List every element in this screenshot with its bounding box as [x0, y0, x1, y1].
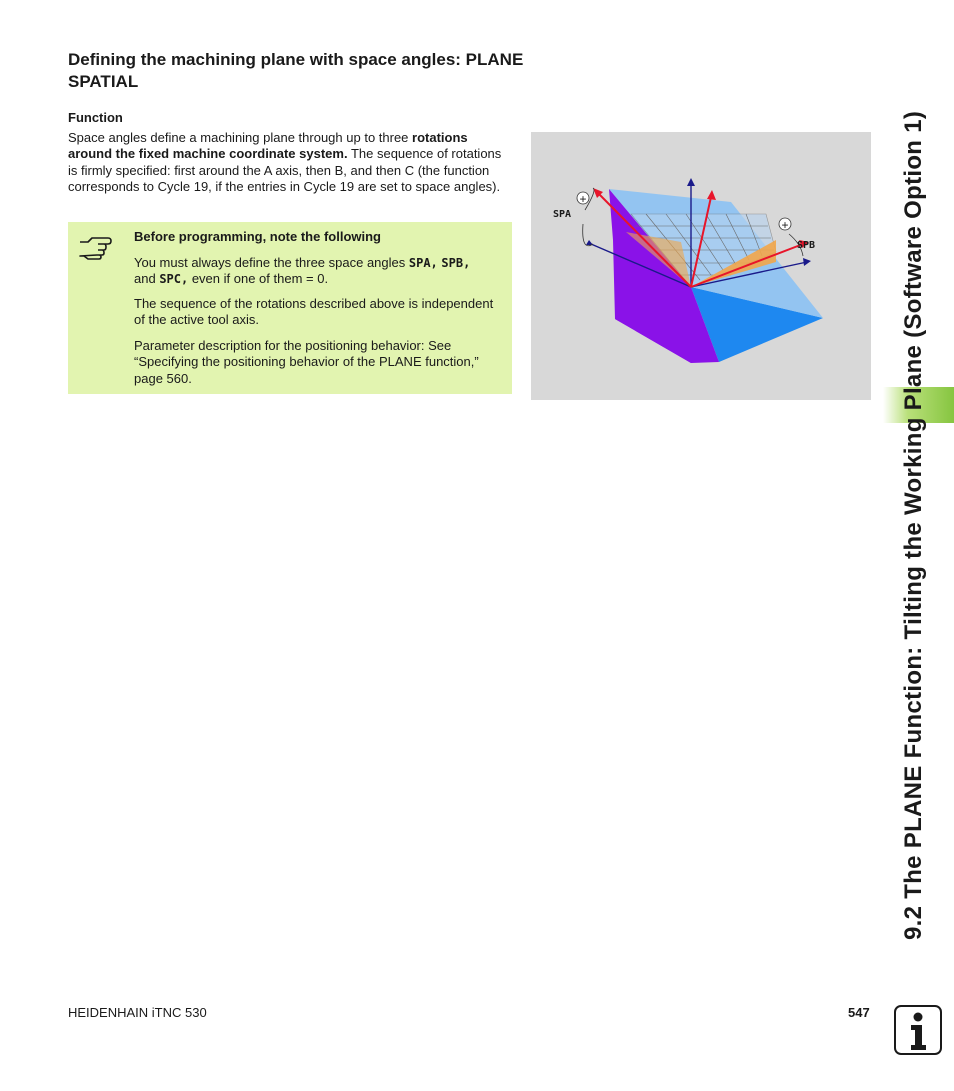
label-spb: SPB	[797, 240, 816, 251]
code-spc: SPC,	[159, 272, 189, 287]
note-title: Before programming, note the following	[134, 229, 381, 244]
footer-product: HEIDENHAIN iTNC 530	[68, 1005, 207, 1020]
note-paragraph-1	[134, 255, 504, 288]
intro-text-1: Space angles define a machining plane through up to three	[68, 130, 413, 145]
note-paragraph-3: Parameter description for the positioning behavior: See “Specifying the positioning behavior of the PLANE function,” page 560.	[134, 338, 479, 386]
pointing-hand-icon	[78, 232, 112, 260]
page-number: 547	[848, 1005, 870, 1020]
info-icon	[894, 1005, 942, 1055]
section-heading: Function	[68, 110, 123, 125]
intro-text-2: The sequence of rotations is firmly specified: first around the A axis, then B, and then C (the function corresponds to Cycle 19, if the entries in Cycle 19 are set to space angles).	[68, 146, 502, 194]
spb-plus-sign: +	[781, 218, 789, 232]
note-paragraph-2: The sequence of the rotations described above is independent of the active tool axis.	[134, 296, 494, 328]
note-text: You must always define the three space angles	[134, 255, 409, 270]
note-text: even if one of them = 0.	[188, 271, 329, 287]
note-box	[68, 222, 512, 394]
illustration-graphic	[531, 132, 871, 400]
plane-spatial-illustration	[531, 132, 871, 400]
code-spb: SPB,	[441, 256, 471, 270]
note-text: and	[134, 271, 160, 287]
intro-paragraph	[68, 130, 513, 195]
intro-bold-text: rotations around the fixed machine coordinate system.	[68, 130, 468, 162]
code-spa: SPA,	[408, 256, 438, 270]
page-title: Defining the machining plane with space angles: PLANE SPATIAL	[68, 50, 524, 91]
spa-plus-sign: +	[579, 192, 587, 206]
chapter-side-title: 9.2 The PLANE Function: Tilting the Working Plane (Software Option 1)	[900, 110, 927, 940]
label-spa: SPA	[553, 209, 572, 220]
